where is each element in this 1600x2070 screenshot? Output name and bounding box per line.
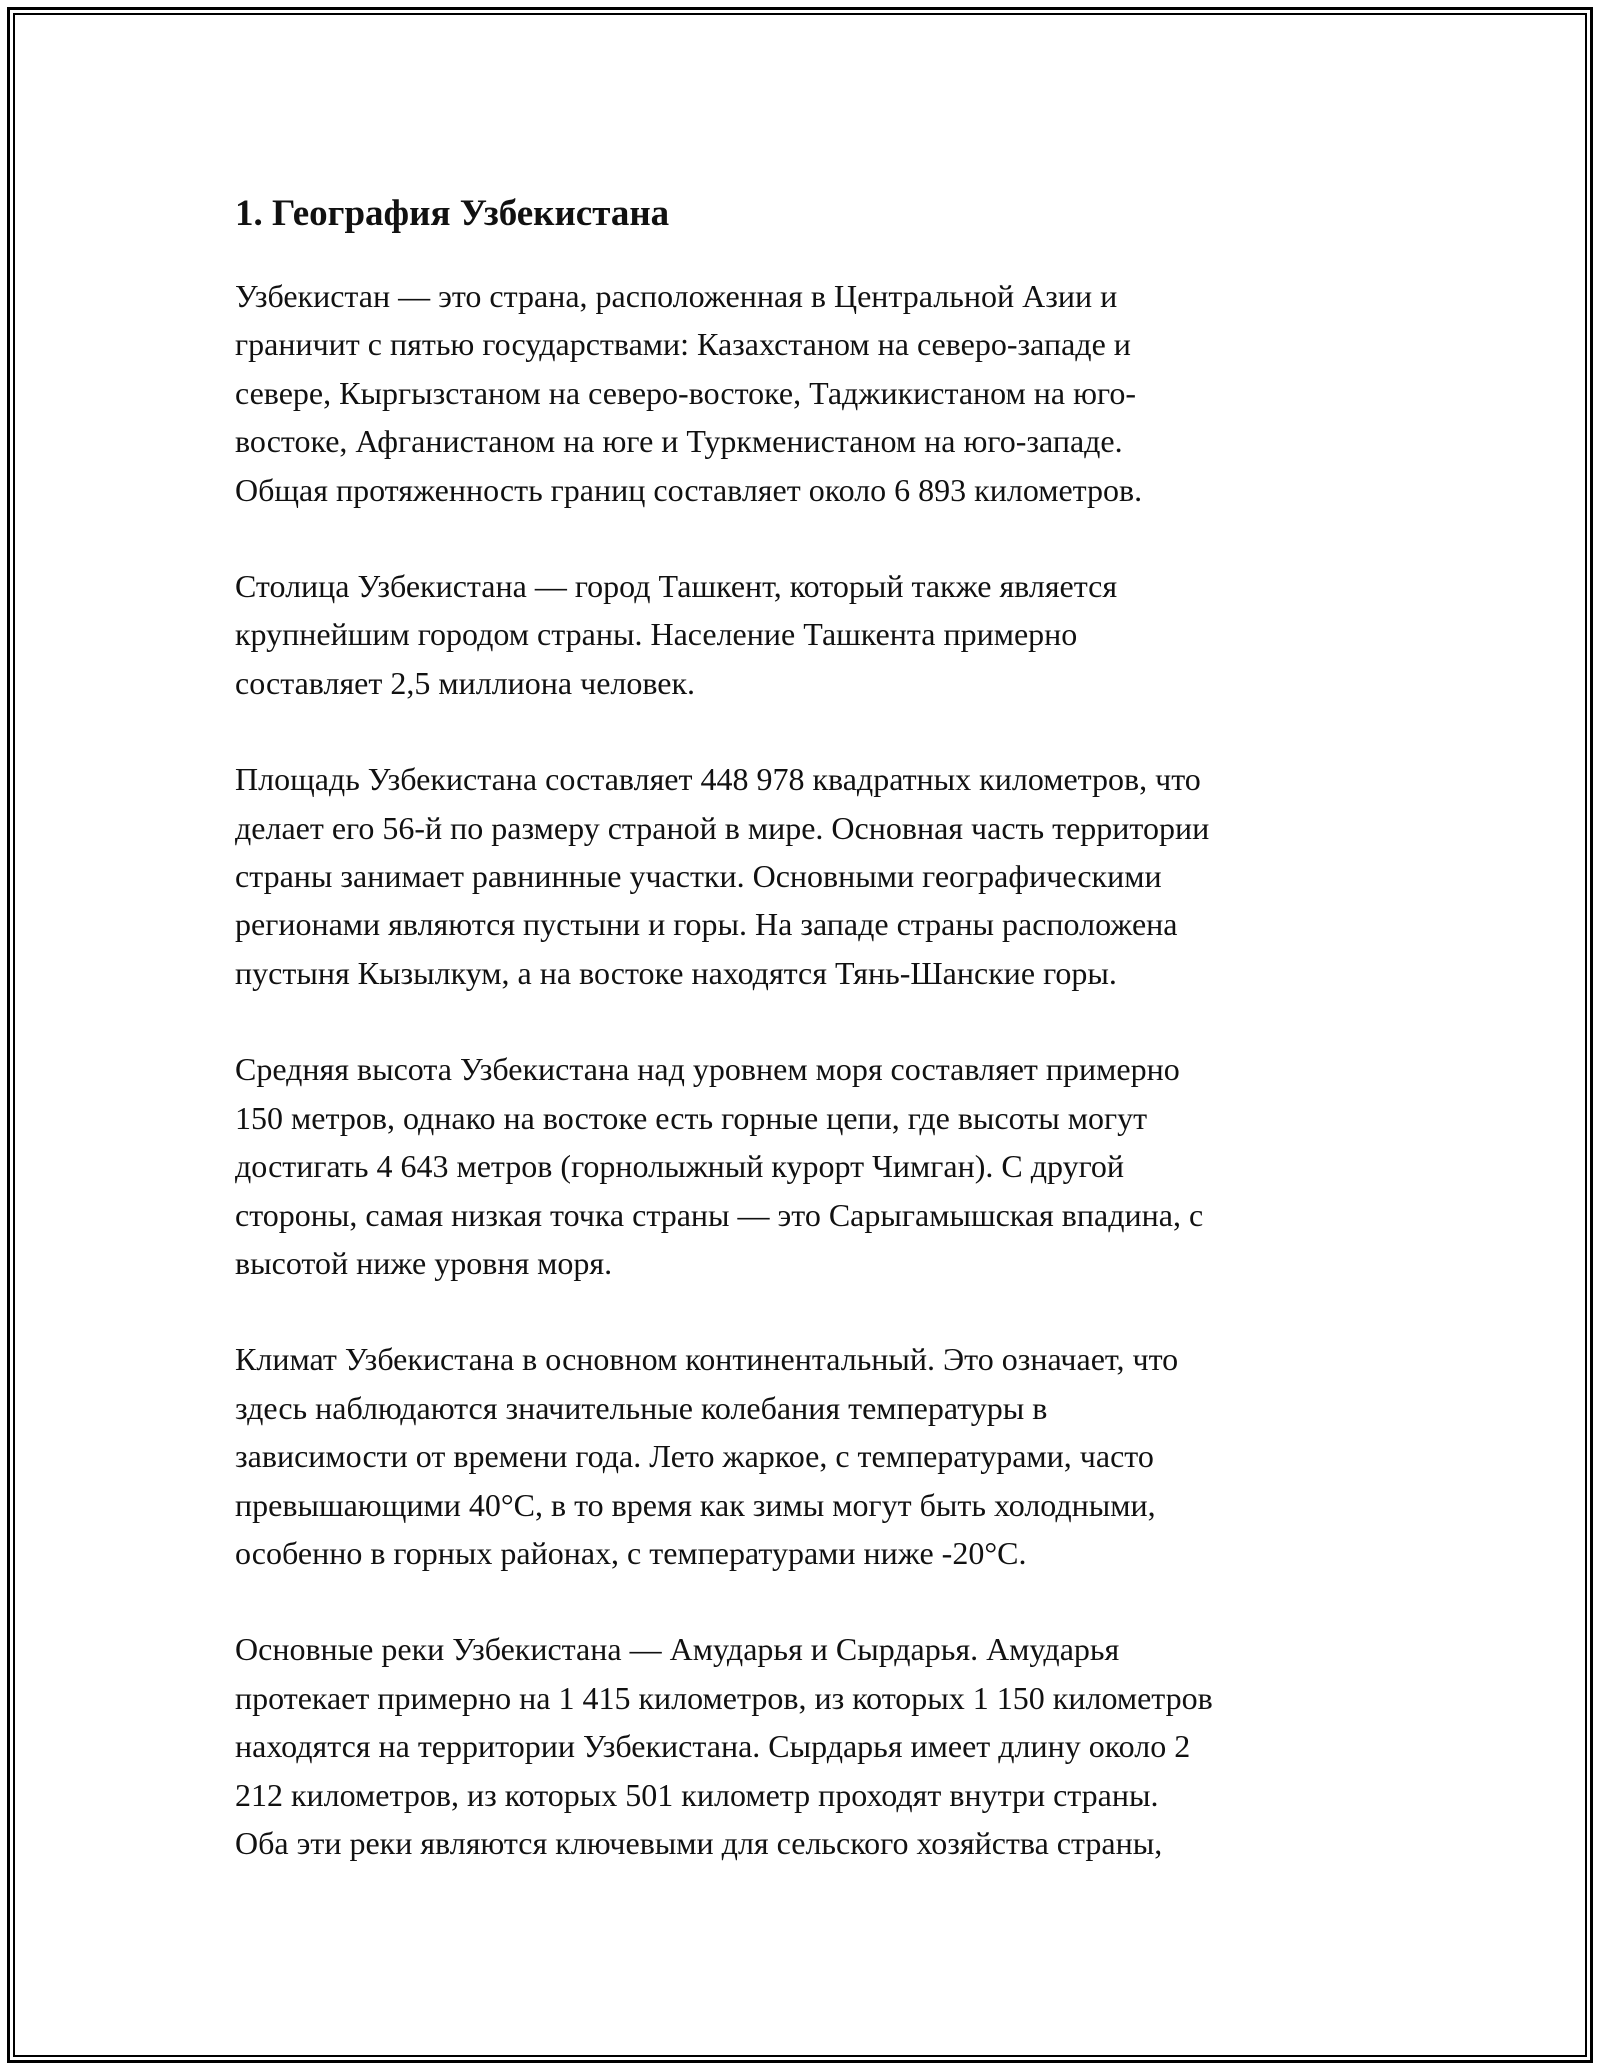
paragraph-capital: Столица Узбекистана — город Ташкент, который также является крупнейшим городом страны. Население Ташкента примерно составляет 2,5 миллиона человек. (235, 568, 1118, 701)
section-heading: 1. География Узбекистана (235, 193, 670, 234)
paragraph-elevation: Средняя высота Узбекистана над уровнем моря составляет примерно 150 метров, однако на востоке есть горные цепи, где высоты могут достигать 4 643 метров (горнолыжный курорт Чимган). С другой стороны, самая низкая точка страны — это Сарыгамышская впадина, с высотой ниже уровня моря. (235, 1051, 1204, 1281)
paragraph-borders: Узбекистан — это страна, расположенная в Центральной Азии и граничит с пятью государствами: Казахстаном на северо-западе и севере, Кыргызстаном на северо-востоке, Таджикистаном на юго- востоке, Афганистаном на юге и Туркменистаном на юго-западе. Общая протяженность границ составляет около 6 893 километров. (235, 278, 1143, 508)
paragraph-rivers: Основные реки Узбекистана — Амударья и Сырдарья. Амударья протекает примерно на 1 415 километров, из которых 1 150 километров находятся на территории Узбекистана. Сырдарья имеет длину около 2 212 километров, из которых 501 километр проходят внутри страны. Оба эти реки являются ключевыми для сельского хозяйства страны, (235, 1631, 1213, 1861)
document-body (235, 188, 1385, 1915)
paragraph-area: Площадь Узбекистана составляет 448 978 квадратных километров, что делает его 56-й по размеру страной в мире. Основная часть территории страны занимает равнинные участки. Основными географическими регионами являются пустыни и горы. На западе страны расположена пустыня Кызылкум, а на востоке находятся Тянь-Шанские горы. (235, 761, 1210, 991)
paragraph-climate: Климат Узбекистана в основном континентальный. Это означает, что здесь наблюдаются значительные колебания температуры в зависимости от времени года. Лето жаркое, с температурами, часто превышающими 40°C, в то время как зимы могут быть холодными, особенно в горных районах, с температурами ниже -20°C. (235, 1341, 1179, 1571)
